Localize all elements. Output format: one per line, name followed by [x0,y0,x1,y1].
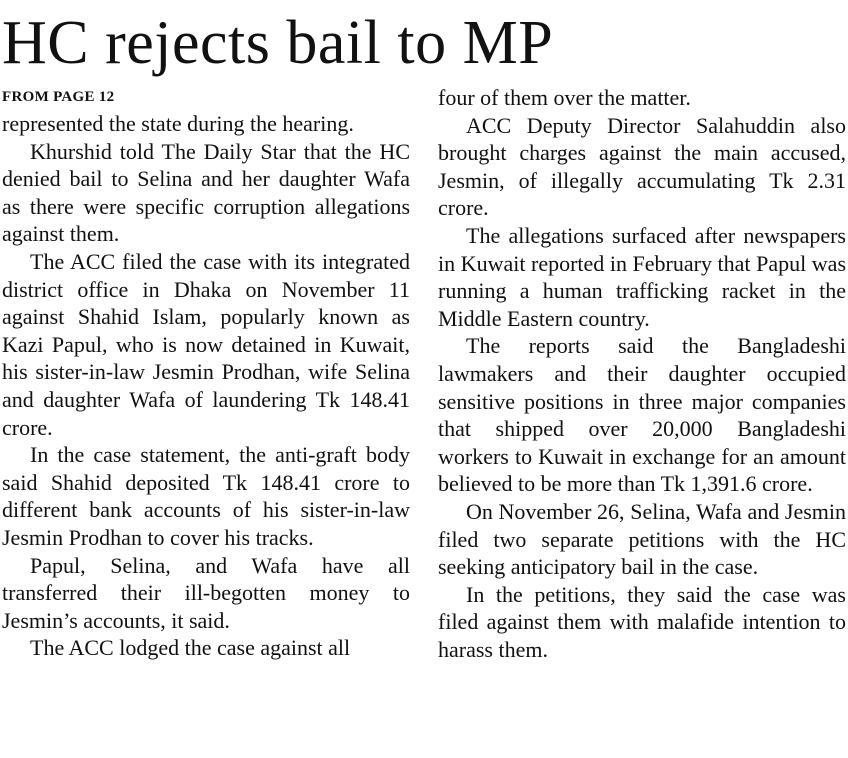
paragraph: In the case statement, the anti-graft body said Shahid deposited Tk 148.41 crore to different bank accounts of his sister-in-law Jesmin Prodhan to cover his tracks. [2,442,410,550]
paragraph: On November 26, Selina, Wafa and Jesmin filed two separate petitions with the HC seeking anticipatory bail in the case. [438,498,846,580]
paragraph: Khurshid told The Daily Star that the HC denied bail to Selina and her daughter Wafa as there were specific corruption allegations against them. [2,138,410,247]
paragraph: The allegations surfaced after newspapers in Kuwait reported in February that Papul was running a human trafficking racket in the Middle Eastern country. [438,222,846,331]
article-column-right [438,84,846,663]
paragraph: four of them over the matter. [438,85,691,110]
paragraph: Papul, Selina, and Wafa have all transferred their ill-begotten money to Jesmin’s accounts, it said. [2,552,410,633]
paragraph: The reports said the Bangladeshi lawmakers and their daughter occupied sensitive positions in three major companies that shipped over 20,000 Bangladeshi workers to Kuwait in exchange for an amount believed to be more than Tk 1,391.6 crore. [438,333,846,497]
article-column-left [2,84,410,662]
paragraph: In the petitions, they said the case was filed against them with malafide intention to harass them. [438,581,846,662]
paragraph: The ACC filed the case with its integrated district office in Dhaka on November 11 against Shahid Islam, popularly known as Kazi Papul, who is now detained in Kuwait, his sister-in-law Jesmin Prodhan, wife Selina and daughter Wafa of laundering Tk 148.41 crore. [2,248,410,440]
paragraph: The ACC lodged the case against all [30,635,351,661]
jump-line: FROM PAGE 12 [2,89,115,105]
headline: HC rejects bail to MP [2,9,554,77]
paragraph: represented the state during the hearing. [2,111,354,136]
paragraph: ACC Deputy Director Salahuddin also brought charges against the main accused, Jesmin, of illegally accumulating Tk 2.31 crore. [438,112,846,221]
